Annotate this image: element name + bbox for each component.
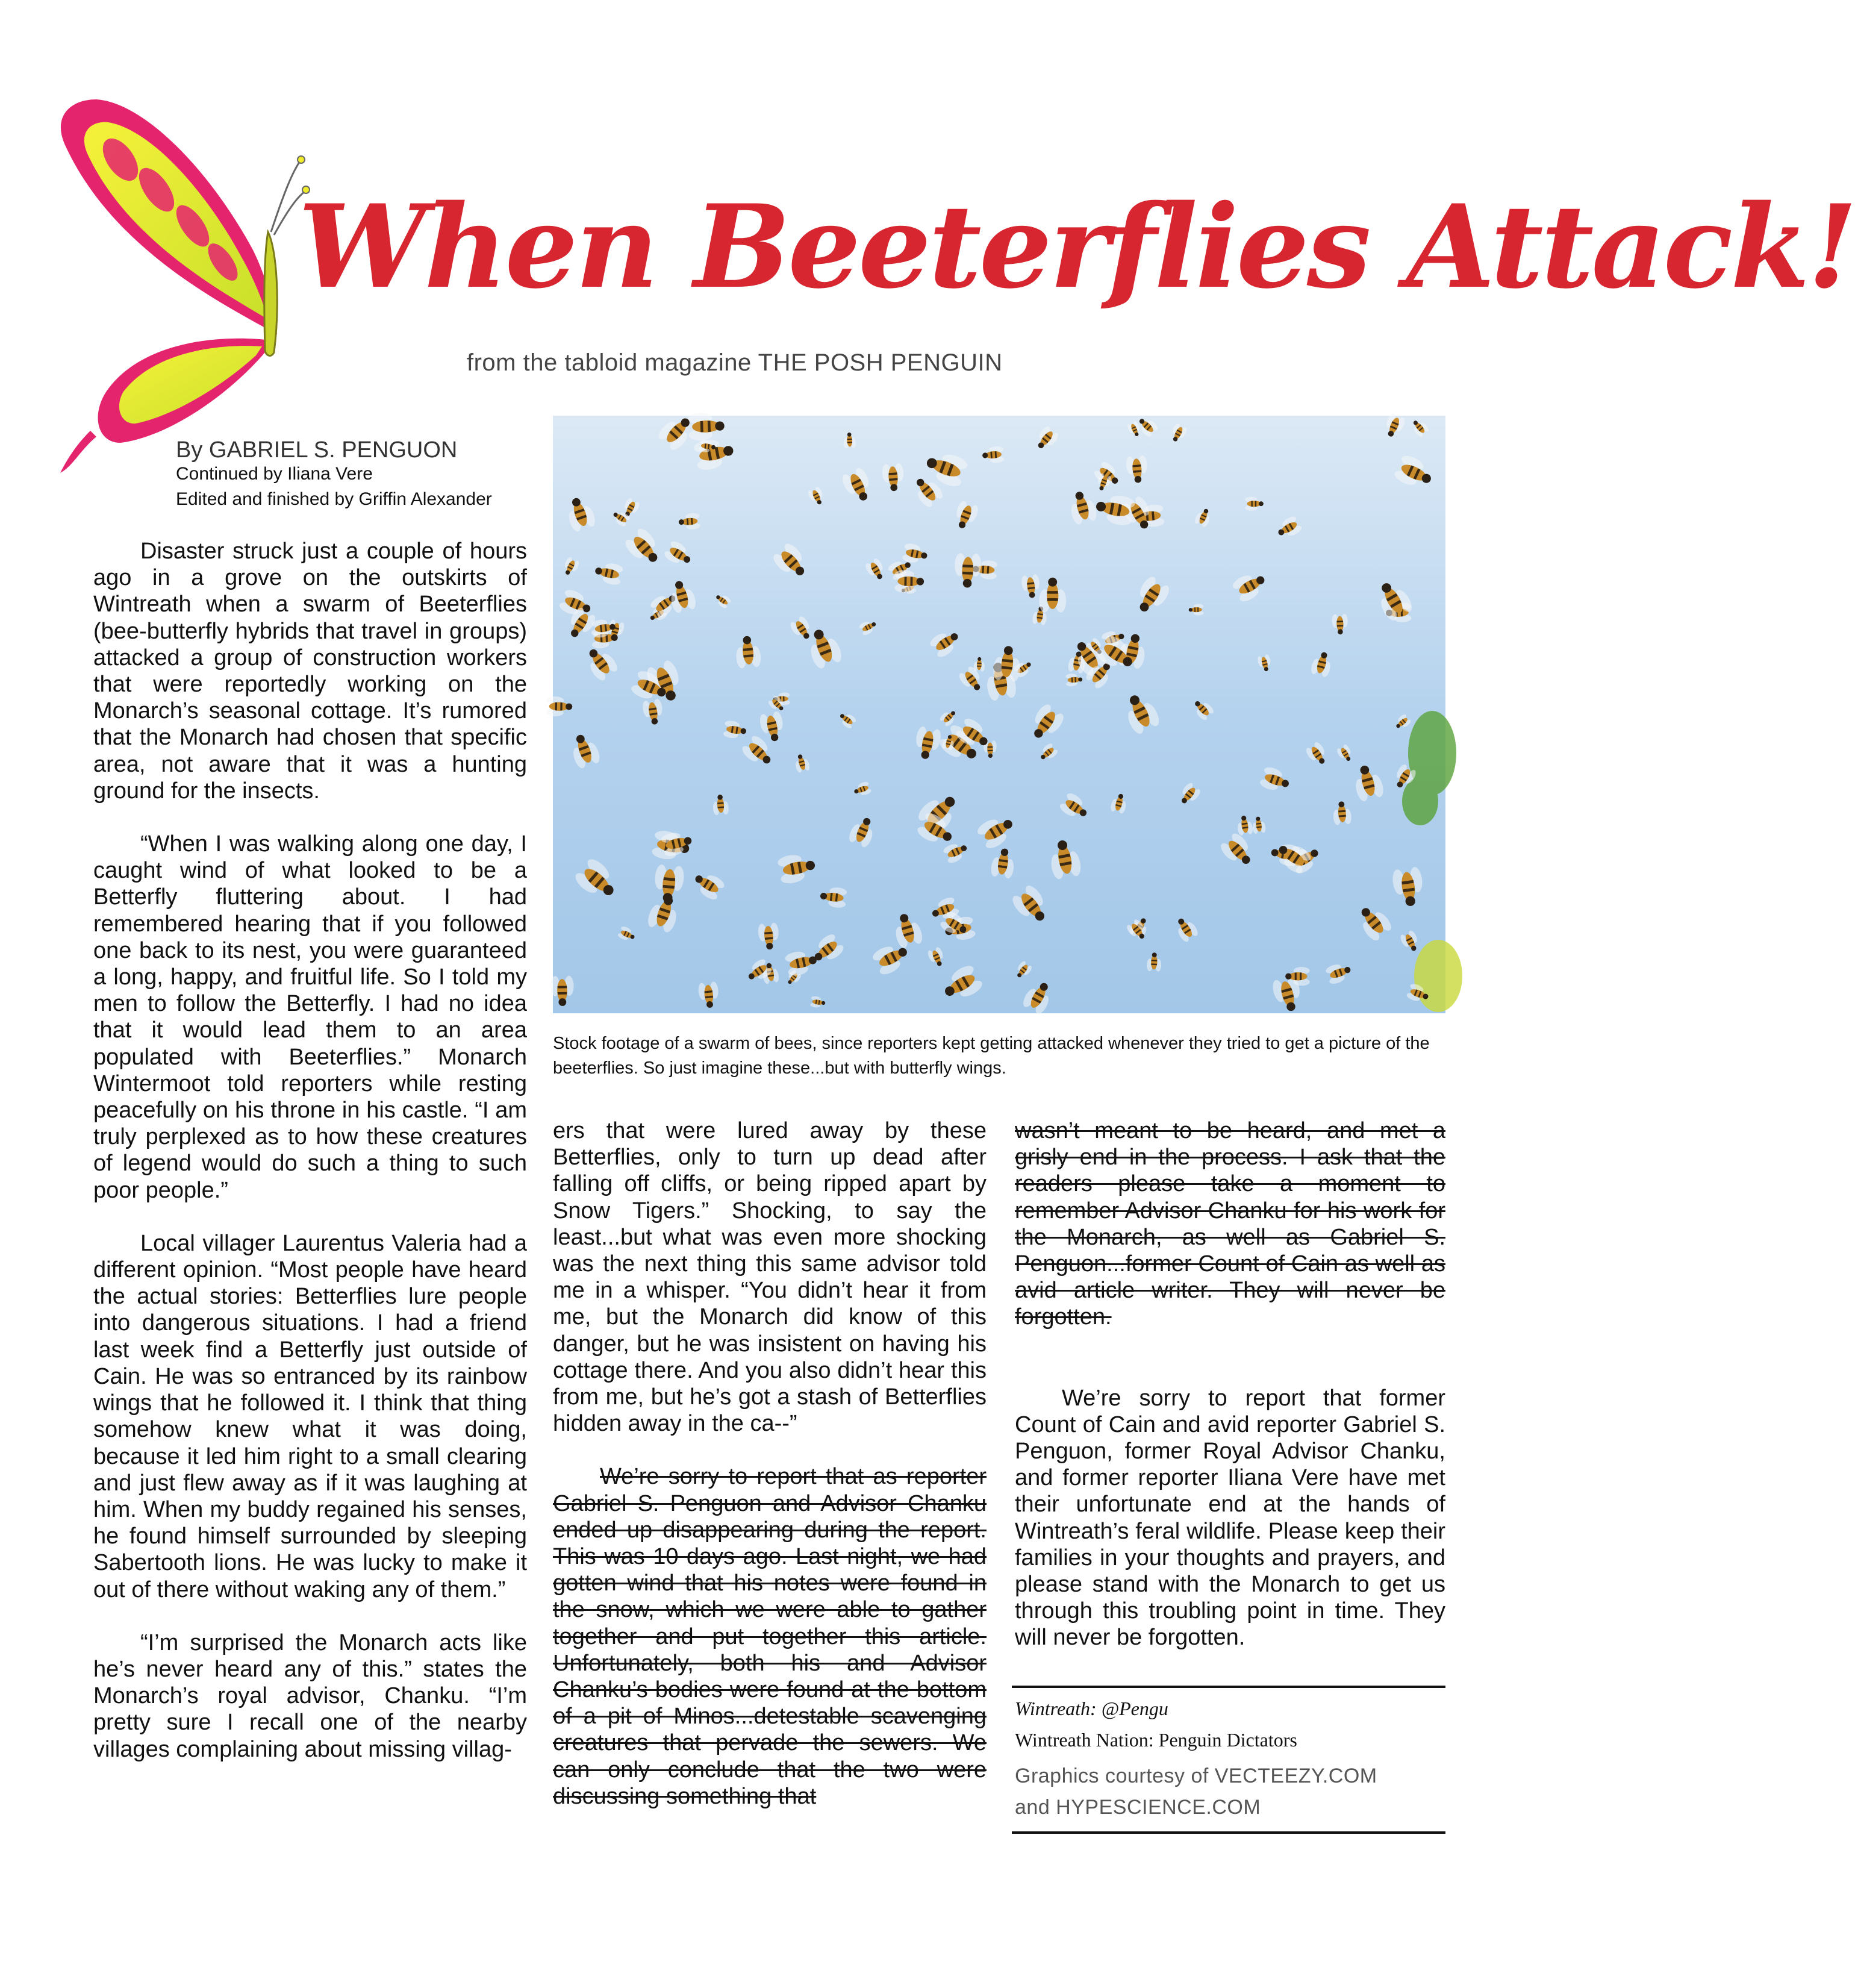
butterfly-body bbox=[264, 232, 277, 355]
footer-top-rule bbox=[1012, 1686, 1445, 1688]
footer-nation: Wintreath Nation: Penguin Dictators bbox=[1015, 1729, 1297, 1751]
graphics-credit-line: Graphics courtesy of VECTEEZY.COM bbox=[1015, 1765, 1377, 1787]
bee-swarm-image bbox=[553, 416, 1445, 1013]
footer-handle: Wintreath: @Pengu bbox=[1015, 1698, 1168, 1719]
article-column-1 bbox=[93, 538, 527, 1763]
article-column-3 bbox=[1015, 1117, 1445, 1651]
struck-out-paragraph: wasn’t meant to be heard, and met a grisly end in the process. I ask that the readers please take a moment to remember Advisor Chanku for his work for the Monarch, as well as Gabriel S. Penguon...former Count of Cain as well as avid article writer. They will never be forgotten. bbox=[1015, 1118, 1445, 1330]
byline: By GABRIEL S. PENGUON bbox=[176, 437, 458, 463]
butterfly-antenna bbox=[271, 160, 301, 232]
graphics-credits bbox=[1015, 1760, 1377, 1823]
bee-swarm-photo bbox=[553, 416, 1445, 1013]
article-paragraph: Local villager Laurentus Valeria had a different opinion. “Most people have heard the actual stories: Betterflies lure people into dangerous situations. I had a friend last week find a Betterfly just outside of Cain. He was so entranced by its rainbow wings that he followed it. I think that thing somehow knew what it was doing, because it led him right to a small clearing and just flew away as if it was laughing at him. When my buddy regained his senses, he found himself surrounded by sleeping Sabertooth lions. He was lucky to make it out of there without waking any of them.” bbox=[93, 1230, 527, 1602]
article-paragraph: “When I was walking along one day, I caught wind of what looked to be a Betterfly fluttering about. I had remembered hearing that if you followed one back to its nest, you were guaranteed a long, happy, and fruitful life. So I told my men to follow the Betterfly. I had no idea that it would lead them to an area populated with Beeterflies.” Monarch Wintermoot told reporters while resting peacefully on his throne in his castle. “I am truly perplexed as to how these creatures of legend would do such a thing to such poor people.” bbox=[93, 831, 527, 1203]
article-column-2 bbox=[553, 1117, 987, 1810]
struck-out-paragraph: We’re sorry to report that as reporter Gabriel S. Penguon and Advisor Chanku ended up disappearing during the report. This was 10 days ago. Last night, we had gotten wind that his notes were found in the snow, which we were able to gather together and put together this article. Unfortunately, both his and Advisor Chanku’s bodies were found at the bottom of a pit of Minos...detestable scavenging creatures that pervade the sewers. We can only conclude that the two were discussing something that bbox=[553, 1464, 987, 1809]
article-paragraph: “I’m surprised the Monarch acts like he’s never heard any of this.” states the Monarch’s royal advisor, Chanku. “I’m pretty sure I recall one of the nearby villages complaining about missing villag- bbox=[93, 1630, 527, 1762]
article-paragraph: We’re sorry to report that former Count of Cain and avid reporter Gabriel S. Penguon, former Royal Advisor Chanku, and former reporter Iliana Vere have met their unfortunate end at the hands of Wintreath’s feral wildlife. Please keep their families in your thoughts and prayers, and please stand with the Monarch to get us through this troubling point in time. They will never be forgotten. bbox=[1015, 1385, 1445, 1651]
article-title: When Beeterflies Attack! bbox=[298, 180, 1855, 314]
photo-caption: Stock footage of a swarm of bees, since reporters kept getting attacked whenever they tried to get a picture of the beeterflies. So just imagine these...but with butterfly wings. bbox=[553, 1034, 1430, 1078]
continued-by-credit: Continued by Iliana Vere bbox=[176, 464, 373, 484]
article-subtitle: from the tabloid magazine THE POSH PENGUIN bbox=[467, 349, 1003, 376]
article-paragraph: Disaster struck just a couple of hours ago in a grove on the outskirts of Wintreath when a swarm of Beeterflies (bee-butterfly hybrids that travel in groups) attacked a group of construction workers that were reportedly working on the Monarch’s seasonal cottage. It’s rumored that the Monarch had chosen that specific area, not aware that it was a hunting ground for the insects. bbox=[93, 539, 527, 804]
edited-by-credit: Edited and finished by Griffin Alexander bbox=[176, 489, 492, 509]
graphics-credit-line: and HYPESCIENCE.COM bbox=[1015, 1796, 1261, 1819]
article-paragraph: ers that were lured away by these Betterflies, only to turn up dead after falling off cliffs, or being ripped apart by Snow Tigers.” Shocking, to say the least...but what was even more shocking was the next thing this same advisor told me in a whisper. “You didn’t hear it from me, but the Monarch did know of this danger, but he was insistent on having his cottage there. And you also didn’t hear this from me, but he’s got a stash of Betterflies hidden away in the ca--” bbox=[553, 1118, 987, 1437]
footer-bottom-rule bbox=[1012, 1831, 1445, 1834]
butterfly-illustration bbox=[24, 51, 307, 467]
